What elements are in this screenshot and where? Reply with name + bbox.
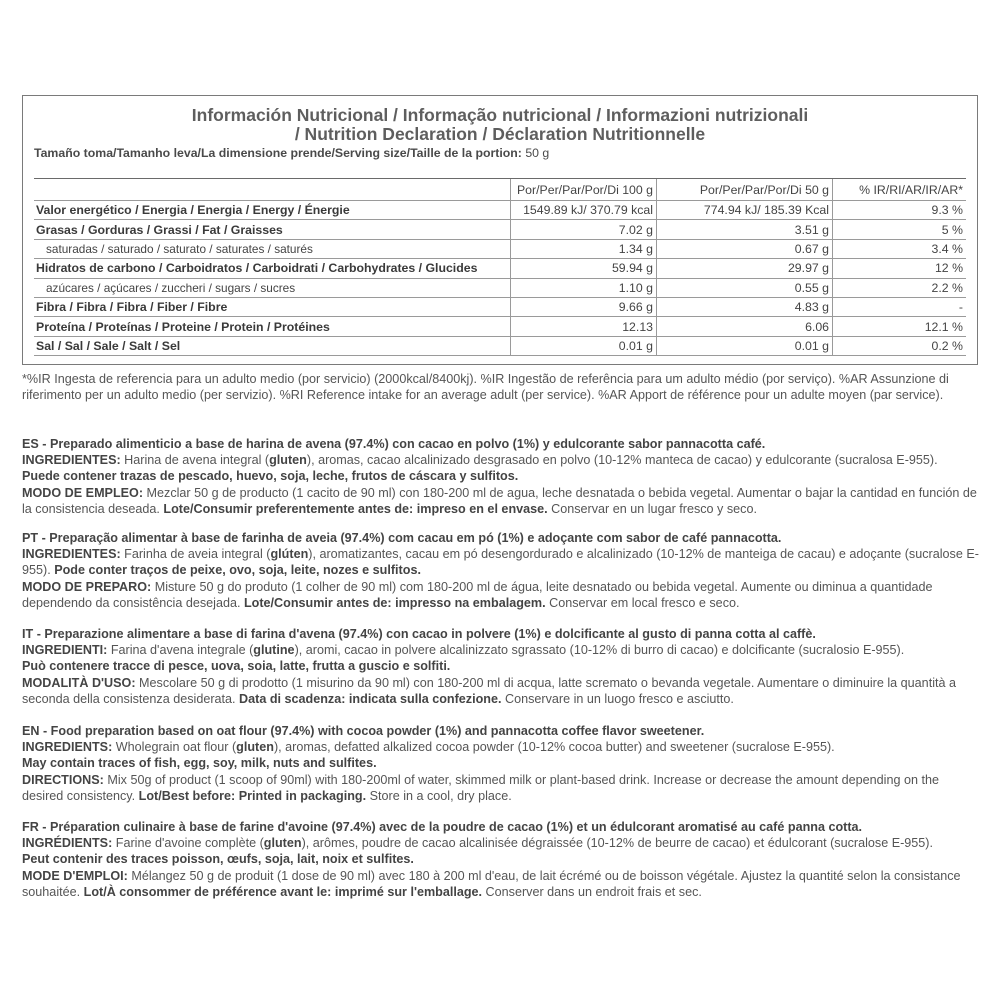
lot-info: Lot/À consommer de préférence avant le: imprimé sur l'emballage.	[83, 884, 483, 899]
table-row-fat	[34, 220, 966, 239]
ingredients-label: INGREDIENTES:	[22, 547, 121, 562]
storage-text: Conservare in un luogo fresco e asciutto.	[501, 691, 734, 706]
row-per50: 774.94 kJ/ 185.39 Kcal	[657, 201, 833, 220]
directions-label: MODE D'EMPLOI:	[22, 868, 128, 883]
row-per100: 7.02 g	[511, 220, 657, 239]
section-en	[22, 723, 980, 804]
serving-size	[34, 146, 549, 160]
row-per100: 9.66 g	[511, 297, 657, 316]
row-per50: 29.97 g	[657, 259, 833, 278]
ingredients-label: INGREDIENTS:	[22, 740, 113, 755]
directions-label: DIRECTIONS:	[22, 772, 104, 787]
ingredients-text: Harina de avena integral (	[120, 453, 270, 468]
storage-text: Conservar em local fresco e seco.	[545, 595, 740, 610]
ingredients-text: Farina d'avena integrale (	[107, 643, 254, 658]
row-per100: 12.13	[511, 317, 657, 336]
section-title: EN - Food preparation based on oat flour (97.4%) with cocoa powder (1%) and pannacotta coffee flavor sweetener.	[22, 724, 705, 738]
header-ri: % IR/RI/AR/IR/AR*	[833, 179, 967, 201]
title-line-1: Información Nutricional / Informação nutricional / Informazioni nutrizionali	[191, 105, 809, 125]
table-row-fibre	[34, 297, 966, 316]
serving-value: 50 g	[525, 146, 550, 160]
section-fr	[22, 819, 980, 900]
directions-label: MODALITÀ D'USO:	[22, 675, 136, 690]
section-title: ES - Preparado alimenticio a base de harina de avena (97.4%) con cacao en polvo (1%) y edulcorante sabor pannacotta café.	[22, 437, 766, 451]
row-per50: 0.01 g	[657, 336, 833, 355]
lot-info: Lote/Consumir antes de: impresso na embalagem.	[243, 595, 546, 610]
ingredients-text: Farine d'avoine complète (	[112, 836, 264, 851]
section-it	[22, 626, 980, 707]
ingredients-text: ), aromas, defatted alkalized cocoa powder (10-12% cocoa butter) and sweetener (sucralose E-955).	[273, 740, 835, 755]
header-label	[34, 179, 511, 201]
directions-label: MODO DE PREPARO:	[22, 579, 152, 594]
table-row-carbohydrates	[34, 259, 966, 278]
row-ri: 2.2 %	[833, 278, 967, 297]
section-title: IT - Preparazione alimentare a base di farina d'avena (97.4%) con cacao in polvere (1%) e dolcificante al gusto di panna cotta al caffè.	[22, 627, 816, 641]
storage-text: Conservar en un lugar fresco y seco.	[547, 501, 757, 516]
row-per100: 1.34 g	[511, 239, 657, 258]
header-per50: Por/Per/Par/Por/Di 50 g	[657, 179, 833, 201]
allergen-gluten: gluten	[263, 836, 302, 851]
directions-text: Mezclar 50 g de producto (1 cacito de 90 ml) con 180-200 ml de agua, leche desnatada o bebida vegetal. Aumentar o bajar la cantidad en función de la consistencia deseada.	[22, 485, 977, 516]
ingredients-label: INGREDIENTES:	[22, 453, 121, 468]
directions-text: Mélangez 50 g de produit (1 dose de 90 ml) avec 180 à 200 ml d'eau, de lait écrémé ou de boisson végétale. Ajustez la quantité selon la consistance souhaitée.	[22, 868, 961, 899]
row-ri: 0.2 %	[833, 336, 967, 355]
ingredients-text: Wholegrain oat flour (	[112, 740, 237, 755]
table-row-protein	[34, 317, 966, 336]
allergen-gluten: glúten	[270, 547, 309, 562]
row-ri: 3.4 %	[833, 239, 967, 258]
table-header-row	[34, 179, 966, 201]
row-ri: 5 %	[833, 220, 967, 239]
header-per100: Por/Per/Par/Por/Di 100 g	[511, 179, 657, 201]
allergen-gluten: gluten	[269, 453, 307, 468]
row-per50: 4.83 g	[657, 297, 833, 316]
lot-info: Lote/Consumir preferentemente antes de: impreso en el envase.	[163, 501, 548, 516]
traces-warning: May contain traces of fish, egg, soy, milk, nuts and sulfites.	[22, 756, 377, 771]
row-per50: 0.67 g	[657, 239, 833, 258]
section-pt	[22, 530, 980, 611]
row-label: azúcares / açúcares / zuccheri / sugars / sucres	[34, 278, 511, 297]
directions-text: Mescolare 50 g di prodotto (1 misurino da 90 ml) con 180-200 ml di acqua, latte scremato o bevanda vegetale. Aumentare o diminuire la quantità a seconda della consistenza desiderata.	[22, 675, 956, 706]
table-row-energy	[34, 201, 966, 220]
traces-warning: Puede contener trazas de pescado, huevo, soja, leche, frutos de cáscara y sulfitos.	[22, 469, 519, 484]
row-per50: 0.55 g	[657, 278, 833, 297]
table-row-sugars	[34, 278, 966, 297]
row-per50: 3.51 g	[657, 220, 833, 239]
row-label: Fibra / Fibra / Fibra / Fiber / Fibre	[34, 297, 511, 316]
nutrition-table	[34, 178, 966, 356]
allergen-gluten: glutine	[253, 643, 295, 658]
row-per50: 6.06	[657, 317, 833, 336]
lot-info: Data di scadenza: indicata sulla confezione.	[239, 691, 502, 706]
traces-warning: Pode conter traços de peixe, ovo, soja, leite, nozes e sulfitos.	[54, 563, 421, 578]
allergen-gluten: gluten	[236, 740, 274, 755]
lot-info: Lot/Best before: Printed in packaging.	[138, 788, 367, 803]
row-label: saturadas / saturado / saturato / saturates / saturés	[34, 239, 511, 258]
section-title: PT - Preparação alimentar à base de farinha de aveia (97.4%) com cacau em pó (1%) e adoçante com sabor de café pannacotta.	[22, 531, 782, 545]
nutrition-title	[0, 106, 1000, 144]
directions-text: Misture 50 g do produto (1 colher de 90 ml) com 180-200 ml de água, leite desnatado ou bebida vegetal. Aumente ou diminua a quantidade dependendo da consistência desejada.	[22, 579, 933, 610]
row-ri: 12 %	[833, 259, 967, 278]
reference-intake-footnote: *%IR Ingesta de referencia para un adulto medio (por servicio) (2000kcal/8400kj). %IR Ingestão de referência para um adulto médio (por serviço). %AR Assunzione di riferimento per un adulto medio (per servizio). %RI Reference intake for an average adult (per service). %AR Apport de référence pour un adulte moyen (par service).	[22, 372, 949, 402]
ingredients-text: Farinha de aveia integral (	[120, 547, 271, 562]
row-ri: 12.1 %	[833, 317, 967, 336]
title-line-2: / Nutrition Declaration / Déclaration Nutritionnelle	[294, 124, 706, 144]
serving-label: Tamaño toma/Tamanho leva/La dimensione prende/Serving size/Taille de la portion:	[34, 146, 522, 160]
ingredients-text: ), aromatizantes, cacau em pó desengordurado e alcalinizado (10-12% de manteiga de cacau) e adoçante (sucralose E-955).	[22, 547, 979, 578]
row-per100: 0.01 g	[511, 336, 657, 355]
ingredients-label: INGREDIENTI:	[22, 643, 108, 658]
directions-text: Mix 50g of product (1 scoop of 90ml) with 180-200ml of water, skimmed milk or plant-based drink. Increase or decrease the amount depending on the desired consistency.	[22, 772, 939, 803]
row-per100: 1549.89 kJ/ 370.79 kcal	[511, 201, 657, 220]
row-per100: 59.94 g	[511, 259, 657, 278]
row-ri: 9.3 %	[833, 201, 967, 220]
row-label: Sal / Sal / Sale / Salt / Sel	[34, 336, 511, 355]
traces-warning: Può contenere tracce di pesce, uova, soia, latte, frutta a guscio e solfiti.	[22, 659, 451, 674]
row-label: Valor energético / Energia / Energia / Energy / Énergie	[34, 201, 511, 220]
section-title: FR - Préparation culinaire à base de farine d'avoine (97.4%) avec de la poudre de cacao (1%) et un édulcorant aromatisé au café panna cotta.	[22, 820, 863, 834]
table-row-salt	[34, 336, 966, 355]
traces-warning: Peut contenir des traces poisson, œufs, soja, lait, noix et sulfites.	[22, 852, 414, 867]
ingredients-text: ), aromi, cacao in polvere alcalinizzato sgrassato (10-12% di burro di cacao) e dolcificante (sucralosio E-955).	[294, 643, 905, 658]
table-row-saturates	[34, 239, 966, 258]
row-label: Hidratos de carbono / Carboidratos / Carboidrati / Carbohydrates / Glucides	[34, 259, 511, 278]
row-ri: -	[833, 297, 967, 316]
directions-label: MODO DE EMPLEO:	[22, 485, 144, 500]
row-label: Grasas / Gorduras / Grassi / Fat / Graisses	[34, 220, 511, 239]
storage-text: Store in a cool, dry place.	[366, 788, 512, 803]
row-label: Proteína / Proteínas / Proteine / Protein / Protéines	[34, 317, 511, 336]
ingredients-text: ), aromas, cacao alcalinizado desgrasado en polvo (10-12% manteca de cacao) y edulcorante (sucralosa E-955).	[306, 453, 938, 468]
storage-text: Conserver dans un endroit frais et sec.	[482, 884, 702, 899]
ingredients-text: ), arômes, poudre de cacao alcalinisée dégraissée (10-12% de beurre de cacao) et édulcorant (sucralose E-955).	[301, 836, 934, 851]
section-es	[22, 436, 980, 517]
row-per100: 1.10 g	[511, 278, 657, 297]
ingredients-label: INGRÉDIENTS:	[22, 836, 113, 851]
